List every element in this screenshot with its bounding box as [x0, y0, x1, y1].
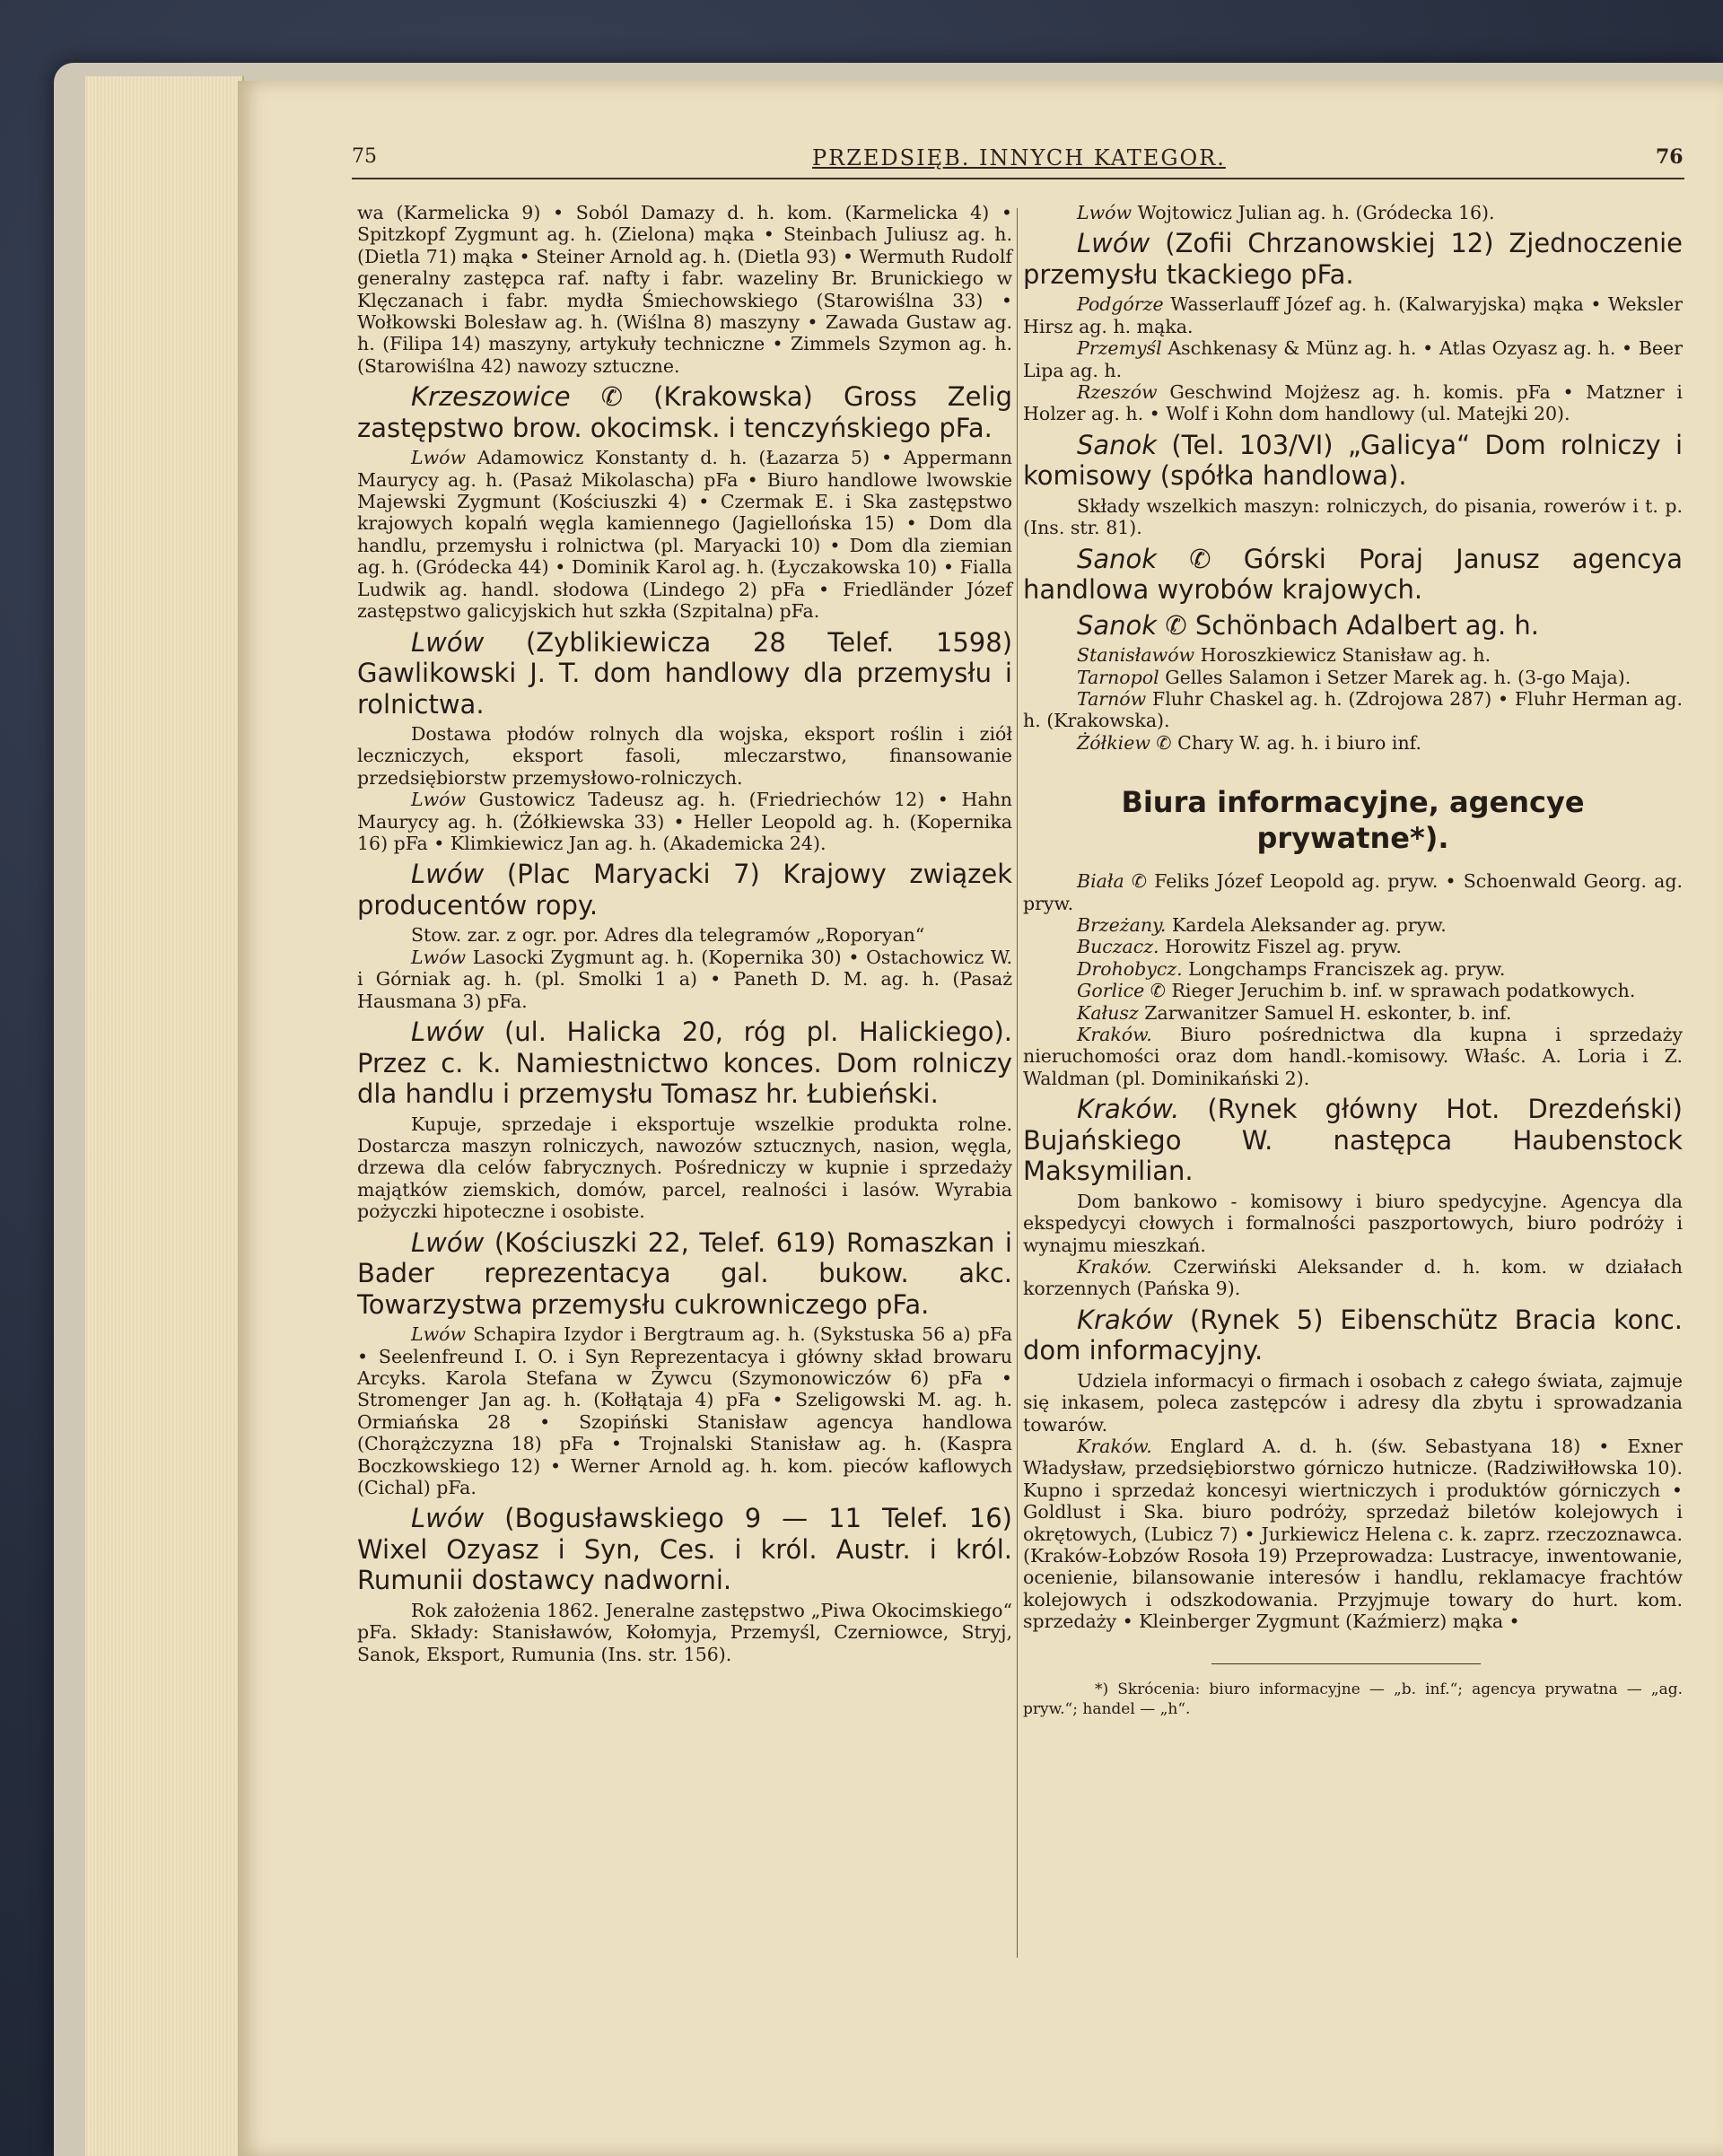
entry-place: Stanisławów: [1077, 644, 1195, 667]
entry-text: Englard A. d. h. (św. Sebastyana 18) • Exner Władysław, przedsiębiorstwo górniczo hutnicze. (Radziwiłłowska 10). Kupno i sprzedaż koncesyi wiertniczych i produktów górniczych • Goldlust i Ska. biuro podróży, sprzedaż biletów kolejowych i okrętowych, (Lubicz 7) • Jurkiewicz Helena c. k. zaprz. rzeczoznawca. (Kraków-Łobzów Rosoła 19) Przeprowadza: Lustracye, inwentowanie, ocenienie, bilansowanie interesów i handlu, reklamacye frachtów kolejowych i odszkodowania. Przyjmuje towary do hurt. kom. sprzedaży • Kleinberger Zygmunt (Kaźmierz) mąka •: [1023, 1436, 1683, 1633]
entry-place: Rzeszów: [1077, 381, 1158, 404]
directory-entry: [1023, 293, 1683, 337]
page-number-right: 76: [1656, 145, 1684, 169]
entry-description: Dom bankowo - komisowy i biuro spedycyjne. Agencya dla ekspedycyi cłowych i formalności paszportowych, biuro podróży i wynajmu mieszkań.: [1023, 1190, 1683, 1256]
featured-entry: [1023, 1094, 1683, 1187]
entry-description: Dostawa płodów rolnych dla wojska, eksport roślin i ziół leczniczych, eksport fasoli, mleczarstwo, finansowanie przedsiębiorstw przemysłowo-rolniczych.: [357, 723, 1012, 789]
entry-place: Tarnów: [1077, 687, 1147, 710]
entry-text: (Krakowska) Gross Zelig zastępstwo brow. okocimsk. i tenczyńskiego pFa.: [357, 381, 1012, 443]
entry-place: Kałusz: [1077, 1001, 1139, 1024]
entry-text: Geschwind Mojżesz ag. h. komis. pFa • Matzner i Holzer ag. h. • Wolf i Kohn dom handlowy (ul. Matejki 20).: [1023, 381, 1683, 425]
entry-place: Sanok: [1077, 429, 1158, 460]
entry-description: Stow. zar. z ogr. por. Adres dla telegramów „Roporyan“: [411, 924, 925, 947]
featured-entry: [357, 859, 1012, 921]
entry-place: Lwów: [1077, 202, 1133, 223]
directory-entry: [357, 202, 1012, 377]
directory-entry: [1023, 381, 1683, 425]
entry-text: (ul. Halicka 20, róg pl. Halickiego). Przez c. k. Namiestnictwo konces. Dom rolniczy dla handlu i przemysłu Tomasz hr. Łubieński.: [357, 1017, 1012, 1110]
entry-text: Gustowicz Tadeusz ag. h. (Friedriechów 12) • Hahn Maurycy ag. h. (Żółkiewska 33) • Heller Leopold ag. h. (Kopernika 16) pFa • Klimkiewicz Jan ag. h. (Akademicka 24).: [357, 789, 1012, 855]
entry-place: Podgórze: [1077, 293, 1164, 316]
featured-entry: [1023, 228, 1683, 290]
directory-entry: [1023, 688, 1683, 732]
entry-description: Rok założenia 1862. Jeneralne zastępstwo „Piwa Okocimskiego“ pFa. Składy: Stanisławów, Kołomyja, Przemyśl, Czerniowce, Stryj, Sanok, Eksport, Rumunia (Ins. str. 156).: [357, 1599, 1012, 1665]
entry-text: Chary W. ag. h. i biuro inf.: [1177, 731, 1422, 754]
directory-entry: [1023, 202, 1683, 223]
entry-place: Lwów: [411, 1323, 467, 1346]
directory-entry: [1023, 936, 1683, 957]
entry-text: Rieger Jeruchim b. inf. w sprawach podatkowych.: [1171, 980, 1636, 1002]
directory-entry: [1023, 732, 1683, 754]
entry-place: Lwów: [411, 859, 485, 890]
entry-text: Lasocki Zygmunt ag. h. (Kopernika 30) • Ostachowicz W. i Górniak ag. h. (pl. Smolki 1 a) • Paneth D. M. ag. h. (Pasaż Hausmana 3) pFa.: [357, 946, 1012, 1012]
featured-entry: [1023, 430, 1683, 492]
footnote-rule: [1211, 1663, 1481, 1664]
telephone-icon: ✆: [1131, 870, 1148, 893]
directory-entry: [1023, 1002, 1683, 1024]
directory-entry: [1023, 1256, 1683, 1300]
entry-text: Fluhr Chaskel ag. h. (Zdrojowa 287) • Fluhr Herman ag. h. (Krakowska).: [1023, 687, 1683, 732]
directory-entry: [357, 1323, 1012, 1498]
entry-place: Kraków.: [1077, 1094, 1180, 1125]
entry-text: Zarwanitzer Samuel H. eskonter, b. inf.: [1144, 1001, 1512, 1024]
directory-entry: [357, 789, 1012, 854]
entry-place: Lwów: [411, 1017, 485, 1048]
directory-entry: [1023, 958, 1683, 980]
running-head: PRZEDSIĘB. INNYCH KATEGOR.: [812, 145, 1226, 170]
column-divider: [1017, 208, 1018, 1958]
entry-text: Aschkenasy & Münz ag. h. • Atlas Ozyasz ag. h. • Beer Lipa ag. h.: [1023, 337, 1683, 381]
directory-entry: [1023, 1436, 1683, 1633]
entry-text: (Rynek 5) Eibenschütz Bracia konc. dom informacyjny.: [1023, 1304, 1683, 1366]
entry-place: Kraków.: [1077, 1436, 1152, 1457]
featured-entry: [357, 1227, 1012, 1321]
featured-entry: [357, 1017, 1012, 1110]
entry-text: (Tel. 103/VI) „Galicya“ Dom rolniczy i komisowy (spółka handlowa).: [1023, 429, 1683, 492]
entry-place: Przemyśl: [1077, 337, 1162, 360]
directory-entry: [1023, 870, 1683, 914]
entry-place: Lwów: [1077, 228, 1150, 259]
directory-entry: [357, 447, 1012, 622]
right-column: [1023, 202, 1683, 1734]
entry-description: Kupuje, sprzedaje i eksportuje wszelkie produkta rolne. Dostarcza maszyn rolniczych, nawozów sztucznych, nasion, węgla, drzewa dla celów fabrycznych. Pośredniczy w kupnie i sprzedaży majątków ziemskich, domów, parcel, realności i lasów. Wyrabia pożyczki hipoteczne i osobiste.: [357, 1113, 1012, 1223]
entry-place: Żółkiew: [1077, 731, 1150, 754]
entry-text: (Zyblikiewicza 28 Telef. 1598) Gawlikowski J. T. dom handlowy dla przemysłu i rolnictwa.: [357, 626, 1013, 720]
entry-text: Wojtowicz Julian ag. h. (Gródecka 16).: [1137, 202, 1495, 223]
entry-text: Kardela Aleksander ag. pryw.: [1171, 914, 1447, 936]
entry-text: Górski Poraj Janusz agencya handlowa wyrobów krajowych.: [1023, 543, 1683, 606]
entry-place: Kraków.: [1077, 1024, 1152, 1046]
entry-text: Czerwiński Aleksander d. h. kom. w działach korzennych (Pańska 9).: [1023, 1255, 1683, 1300]
entry-text: Gelles Salamon i Setzer Marek ag. h. (3-go Maja).: [1165, 666, 1631, 688]
featured-entry: [357, 381, 1012, 443]
page-edges: [85, 76, 244, 2156]
entry-place: Lwów: [411, 447, 467, 469]
entry-text: Schapira Izydor i Bergtraum ag. h. (Sykstuska 56 a) pFa • Seelenfreund I. O. i Syn Reprezentacya i główny skład browaru Arcyks. Karola Stefana w Żywcu (Szymonowiczów 6) pFa • Stromenger Jan ag. h. (Kołłątaja 4) pFa • Szeligowski M. ag. h. Ormiańska 28 • Szopiński Stanisław agencya handlowa (Chorążczyzna 18) pFa • Trojnalski Stanisław ag. h. (Kaspra Boczkowskiego 12) • Werner Arnold ag. h. kom. pieców kaflowych (Cichal) pFa.: [357, 1323, 1012, 1498]
directory-entry: [1023, 644, 1683, 666]
entry-place: Lwów: [411, 1503, 485, 1534]
entry-place: Lwów: [411, 789, 467, 811]
telephone-icon: ✆: [1189, 543, 1211, 574]
directory-entry: [1023, 1024, 1683, 1089]
directory-entry: [1023, 337, 1683, 381]
directory-entry: [1023, 980, 1683, 1001]
footnote: *) Skrócenia: biuro informacyjne — „b. inf.“; agencya prywatna — „ag. pryw.“; handel — „h“.: [1023, 1680, 1683, 1718]
entry-text: Horoszkiewicz Stanisław ag. h.: [1200, 644, 1491, 667]
entry-place: Kraków: [1077, 1304, 1173, 1335]
entry-place: Buczacz.: [1077, 936, 1159, 958]
entry-text: (Zofii Chrzanowskiej 12) Zjednoczenie przemysłu tkackiego pFa.: [1023, 228, 1683, 290]
entry-text: Biuro pośrednictwa dla kupna i sprzedaży nieruchomości oraz dom handl.-komisowy. Właśc. A. Loria i Z. Waldman (pl. Dominikański 2).: [1023, 1024, 1683, 1089]
entry-description: Składy wszelkich maszyn: rolniczych, do pisania, rowerów i t. p. (Ins. str. 81).: [1023, 494, 1683, 539]
entry-place: Lwów: [411, 1226, 485, 1258]
entry-place: Lwów: [411, 626, 485, 658]
directory-entry: [1023, 667, 1683, 688]
entry-text: Horowitz Fiszel ag. pryw.: [1165, 936, 1402, 958]
featured-entry: [1023, 1305, 1683, 1366]
entry-description: Udziela informacyi o firmach i osobach z całego świata, zajmuje się inkasem, poleca zastępców i adresy dla zbytu i sprowadzania towarów.: [1023, 1369, 1683, 1436]
featured-entry: [1023, 610, 1683, 642]
entry-text: Wasserlauff Józef ag. h. (Kalwaryjska) mąka • Weksler Hirsz ag. h. mąka.: [1023, 293, 1683, 337]
telephone-icon: ✆: [1156, 731, 1172, 754]
telephone-icon: ✆: [600, 381, 624, 413]
entry-place: Drohobycz.: [1077, 957, 1183, 980]
entry-text: (Kościuszki 22, Telef. 619) Romaszkan i Bader reprezentacya gal. bukow. akc. Towarzystwa przemysłu cukrowniczego pFa.: [357, 1226, 1012, 1320]
header-rule: [352, 178, 1684, 179]
featured-entry: [357, 627, 1012, 720]
featured-entry: [357, 1503, 1012, 1596]
telephone-icon: ✆: [1150, 980, 1166, 1002]
entry-place: Lwów: [411, 946, 467, 968]
entry-text: wa (Karmelicka 9) • Soból Damazy d. h. kom. (Karmelicka 4) • Spitzkopf Zygmunt ag. h. (Zielona) mąka • Steinbach Juliusz ag. h. (Dietla 71) mąka • Steiner Arnold ag. h. (Dietla 93) • Wermuth Rudolf generalny zastępca raf. nafty i fabr. wazeliny Br. Brunickiego w Klęczanach i fabr. mydła Śmiechowskiego (Starowiślna 33) • Wołkowski Bolesław ag. h. (Wiślna 8) maszyny • Zawada Gustaw ag. h. (Filipa 14) maszyny, artykuły techniczne • Zimmels Szymon ag. h. (Starowiślna 42) nawozy sztuczne.: [357, 202, 1012, 377]
entry-place: Sanok: [1077, 609, 1158, 641]
entry-text: Adamowicz Konstanty d. h. (Łazarza 5) • Appermann Maurycy ag. h. (Pasaż Mikolascha) pFa • Biuro handlowe lwowskie Majewski Zygmunt (Kościuszki 4) • Czermak E. i Ska zastępstwo krajowych kopalń węgla kamiennego (Jagiellońska 15) • Dom dla handlu, przemysłu i rolnictwa (pl. Maryacki 10) • Dom dla ziemian ag. h. (Gródecka 44) • Dominik Karol ag. h. (Łyczakowska 10) • Fialla Ludwik ag. handl. słodowa (Lindego 2) pFa • Friedländer Józef zastępstwo galicyjskich hut szkła (Szpitalna) pFa.: [357, 447, 1012, 623]
entry-place: Sanok: [1077, 543, 1158, 574]
featured-entry: [1023, 544, 1683, 606]
telephone-icon: ✆: [1165, 609, 1187, 641]
entry-text: (Bogusławskiego 9 — 11 Telef. 16) Wixel Ozyasz i Syn, Ces. i król. Austr. i król. Rumunii dostawcy nadworni.: [357, 1503, 1012, 1596]
entry-text: Longchamps Franciszek ag. pryw.: [1188, 957, 1506, 980]
entry-place: Krzeszowice: [411, 381, 571, 413]
entry-text: Schönbach Adalbert ag. h.: [1194, 609, 1539, 641]
entry-text: (Rynek główny Hot. Drezdeński) Bujańskiego W. następca Haubenstock Maksymilian.: [1023, 1094, 1683, 1187]
directory-entry: [1023, 914, 1683, 936]
entry-place: Kraków.: [1077, 1255, 1152, 1278]
section-heading: Biura informacyjne, agencye prywatne*).: [1121, 785, 1585, 856]
directory-entry: [357, 947, 1012, 1012]
entry-place: Brzeżany.: [1077, 914, 1167, 936]
entry-place: Tarnopol: [1077, 666, 1159, 688]
entry-place: Gorlice: [1077, 980, 1145, 1002]
page-number-left: 75: [352, 145, 377, 168]
entry-text: Feliks Józef Leopold ag. pryw. • Schoenwald Georg. ag. pryw.: [1023, 870, 1683, 914]
entry-text: (Plac Maryacki 7) Krajowy związek producentów ropy.: [357, 859, 1012, 921]
entry-place: Biała: [1077, 870, 1124, 893]
left-column: [357, 202, 1012, 1665]
